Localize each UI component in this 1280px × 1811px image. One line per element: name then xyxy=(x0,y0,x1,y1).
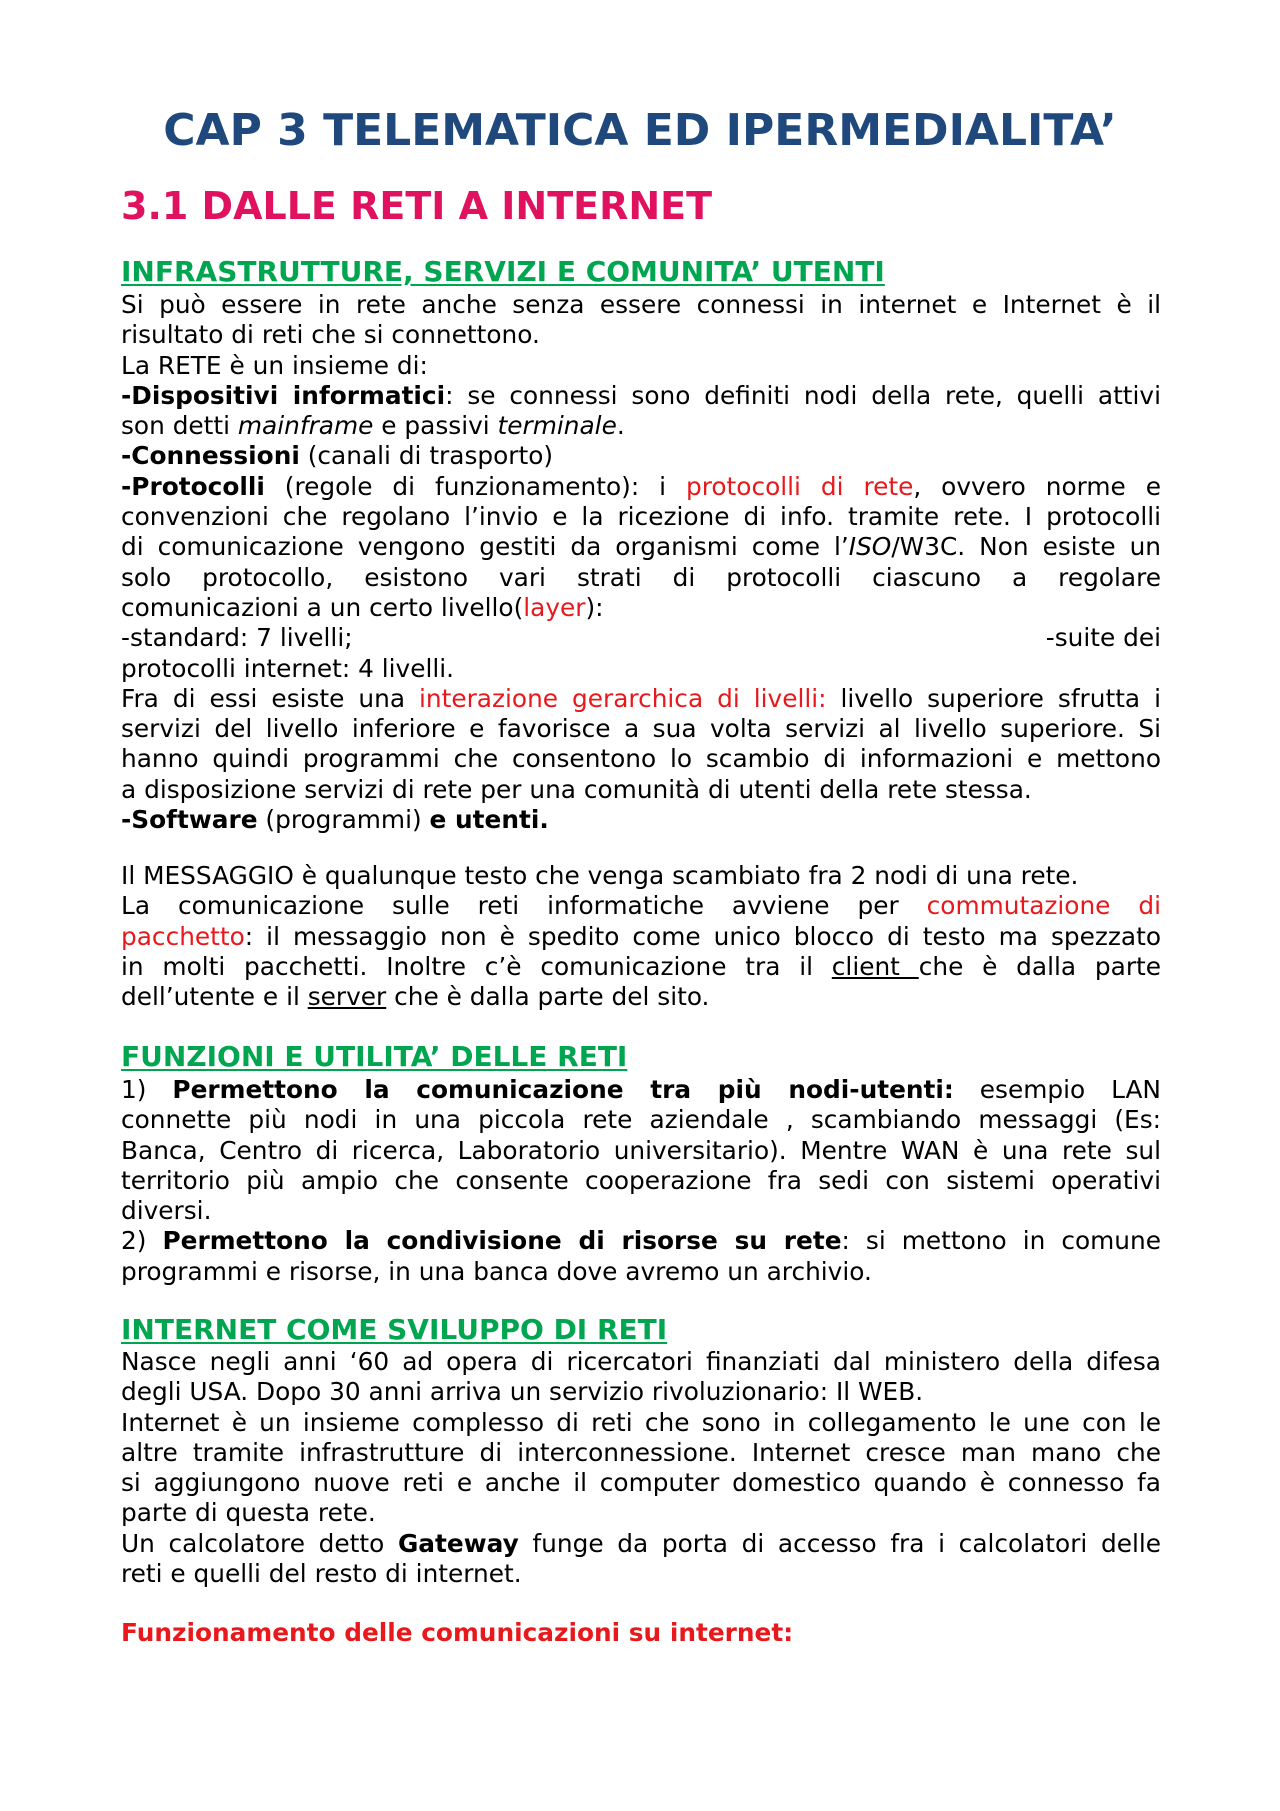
bold-term: Permettono la condivisione di risorse su rete xyxy=(162,1226,842,1256)
section-heading-internet: INTERNET COME SVILUPPO DI RETI xyxy=(121,1313,668,1346)
text-line: programmi e risorse, in una banca dove avremo un archivio. xyxy=(121,1256,872,1286)
list-number: 1) xyxy=(121,1075,173,1104)
text-line: territorio più ampio che consente cooperazione fra sedi con sistemi operativi xyxy=(121,1165,1161,1195)
text-span: (programmi) xyxy=(257,805,430,835)
text-span: La comunicazione sulle reti informatiche avviene per xyxy=(121,891,927,921)
text-line: risultato di reti che si connettono. xyxy=(121,320,540,350)
text-span: (canali di trasporto) xyxy=(299,441,554,471)
text-line xyxy=(121,593,1161,623)
red-term: layer xyxy=(523,592,586,622)
text-line: si aggiungono nuove reti e anche il computer domestico quando è connesso fa xyxy=(121,1468,1161,1498)
document-title: CAP 3 TELEMATICA ED IPERMEDIALITA’ xyxy=(163,105,1117,156)
text-line: Internet è un insieme complesso di reti che sono in collegamento le une con le xyxy=(121,1407,1161,1437)
list-item xyxy=(121,1075,1161,1105)
text-line: solo protocollo, esistono vari strati di protocolli ciascuno a regolare xyxy=(121,562,1161,592)
section-heading-infrastrutture: INFRASTRUTTURE, SERVIZI E COMUNITA’ UTENTI xyxy=(121,255,885,288)
text-line xyxy=(121,623,1161,653)
text-span: -suite dei xyxy=(1045,623,1161,653)
italic-term: mainframe xyxy=(237,411,374,441)
text-line: protocolli internet: 4 livelli. xyxy=(121,653,455,683)
message-paragraph xyxy=(121,861,1161,1012)
bold-term: -Dispositivi informatici xyxy=(121,380,446,410)
text-span: e passivi xyxy=(373,411,498,441)
text-span: . xyxy=(616,411,625,441)
text-line xyxy=(121,982,1161,1012)
red-term: pacchetto xyxy=(121,921,245,951)
bold-term: -Connessioni xyxy=(121,441,300,471)
text-line: La RETE è un insieme di: xyxy=(121,350,428,380)
text-span: -standard: 7 livelli; xyxy=(121,623,353,653)
bold-term: Gateway xyxy=(397,1528,519,1558)
text-line: hanno quindi programmi che consentono lo scambio di informazioni e mettono xyxy=(121,744,1161,774)
section-body-infrastrutture xyxy=(121,290,1161,835)
text-span: : se connessi sono definiti nodi della rete, quelli attivi xyxy=(445,380,1161,410)
underlined-term: server xyxy=(307,982,387,1012)
text-line: Il MESSAGGIO è qualunque testo che venga scambiato fra 2 nodi di una rete. xyxy=(121,861,1079,890)
section-heading-funzioni: FUNZIONI E UTILITA’ DELLE RETI xyxy=(121,1040,628,1073)
text-line xyxy=(121,411,1161,441)
list-item xyxy=(121,1226,1161,1256)
text-line: altre tramite infrastrutture di interconnessione. Internet cresce man mano che xyxy=(121,1437,1161,1467)
section-body-funzioni xyxy=(121,1075,1161,1287)
red-term: commutazione di xyxy=(926,891,1162,921)
text-span: che è dalla parte xyxy=(918,951,1162,981)
red-term: interazione gerarchica di livelli: xyxy=(419,683,827,713)
bold-term: -Protocolli xyxy=(121,471,265,501)
text-line: servizi del livello inferiore e favorisce a sua volta servizi al livello superiore. Si xyxy=(121,714,1161,744)
text-span: esempio LAN xyxy=(953,1075,1161,1104)
text-line: a disposizione servizi di rete per una comunità di utenti della rete stessa. xyxy=(121,774,1032,804)
text-span: livello superiore sfrutta i xyxy=(826,683,1161,713)
section-body-internet xyxy=(121,1347,1161,1589)
text-line xyxy=(121,952,1161,982)
bold-term: -Software xyxy=(121,805,258,835)
chapter-heading: 3.1 DALLE RETI A INTERNET xyxy=(121,184,713,228)
text-span: /W3C. Non esiste un xyxy=(891,532,1162,562)
text-line xyxy=(121,472,1161,502)
text-line xyxy=(121,891,1161,921)
text-line xyxy=(121,532,1161,562)
text-span: : si mettono in comune xyxy=(841,1226,1161,1256)
text-line xyxy=(121,805,1161,835)
text-span: Fra di essi esiste una xyxy=(121,683,420,713)
text-span: dell’utente e il xyxy=(121,982,308,1012)
text-line: diversi. xyxy=(121,1196,212,1226)
italic-term: terminale xyxy=(497,411,617,441)
subheading-funzionamento: Funzionamento delle comunicazioni su internet: xyxy=(121,1618,794,1647)
bold-term: e utenti. xyxy=(429,805,549,835)
text-line xyxy=(121,1529,1161,1559)
list-number: 2) xyxy=(121,1226,163,1256)
text-line: convenzioni che regolano l’invio e la ricezione di info. tramite rete. I protocolli xyxy=(121,502,1161,532)
text-span: : il messaggio non è spedito come unico blocco di testo ma spezzato xyxy=(244,921,1161,951)
text-line: Banca, Centro di ricerca, Laboratorio universitario). Mentre WAN è una rete sul xyxy=(121,1135,1161,1165)
text-span: di comunicazione vengono gestiti da organismi come l’ xyxy=(121,532,849,562)
text-line: Si può essere in rete anche senza essere connessi in internet e Internet è il xyxy=(121,290,1161,319)
red-term: protocolli di rete xyxy=(685,471,914,501)
text-span: ): xyxy=(585,592,604,622)
text-line xyxy=(121,381,1161,411)
text-span: (regole di funzionamento): i xyxy=(264,471,686,501)
text-line xyxy=(121,684,1161,714)
text-span: comunicazioni a un certo livello( xyxy=(121,592,524,622)
italic-term: ISO xyxy=(848,532,892,562)
text-span: , ovvero norme e xyxy=(913,471,1161,501)
text-span: Un calcolatore detto xyxy=(121,1528,398,1558)
bold-term: Permettono la comunicazione tra più nodi-utenti: xyxy=(172,1075,954,1104)
text-span: son detti xyxy=(121,411,238,441)
text-line: degli USA. Dopo 30 anni arriva un servizio rivoluzionario: Il WEB. xyxy=(121,1377,924,1407)
text-line: Nasce negli anni ‘60 ad opera di ricercatori finanziati dal ministero della difesa xyxy=(121,1347,1161,1376)
text-span: funge da porta di accesso fra i calcolatori delle xyxy=(518,1528,1161,1558)
text-line: parte di questa rete. xyxy=(121,1498,376,1528)
text-line xyxy=(121,441,1161,471)
text-line: reti e quelli del resto di internet. xyxy=(121,1559,522,1589)
underlined-term: client xyxy=(831,951,919,981)
text-span: in molti pacchetti. Inoltre c’è comunicazione tra il xyxy=(121,951,832,981)
text-line: connette più nodi in una piccola rete aziendale , scambiando messaggi (Es: xyxy=(121,1105,1161,1135)
text-line xyxy=(121,922,1161,952)
text-span: che è dalla parte del sito. xyxy=(386,982,710,1012)
